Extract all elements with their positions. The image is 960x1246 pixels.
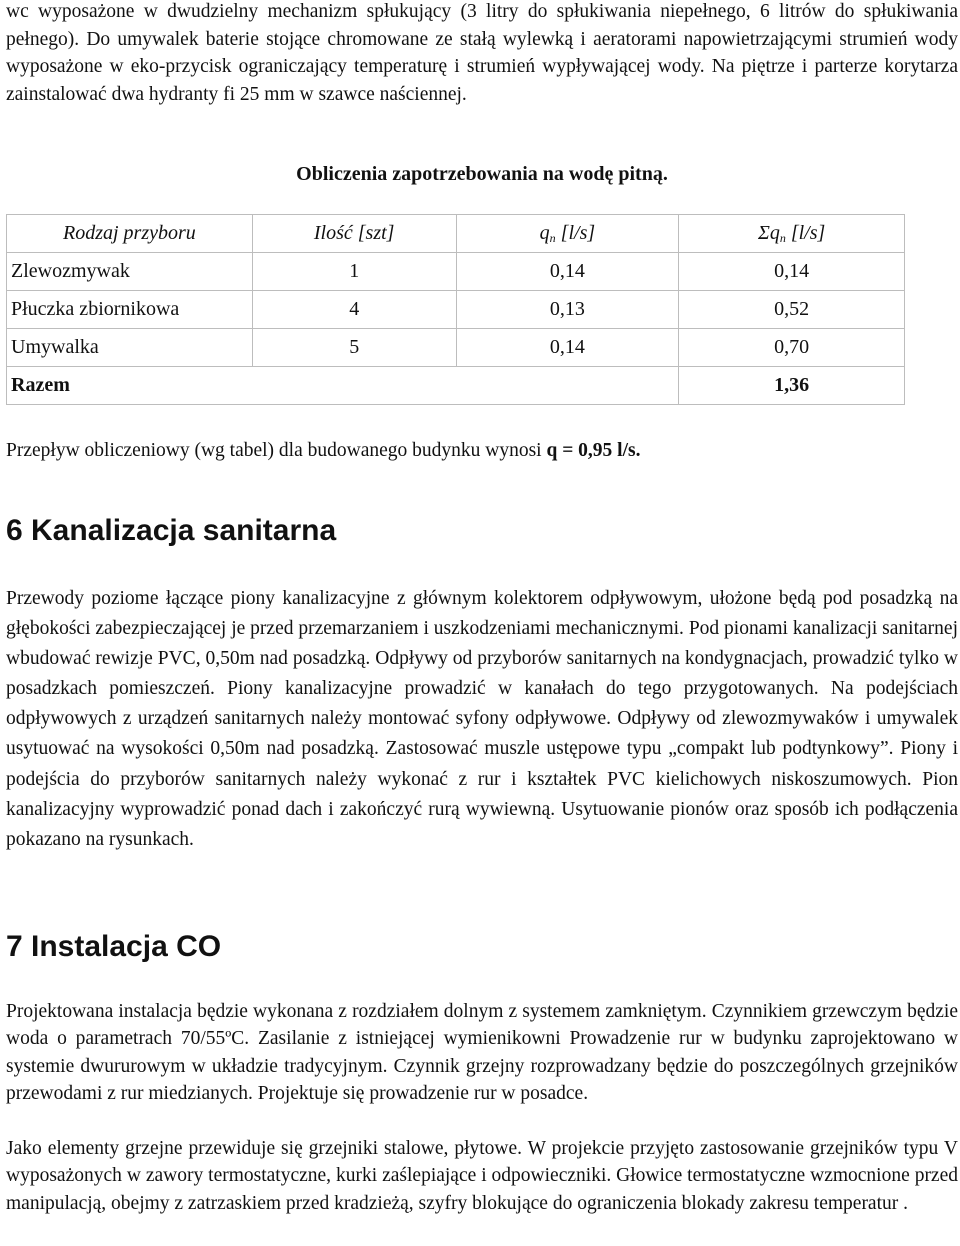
header-qn xyxy=(456,215,679,253)
row-sum: 0,52 xyxy=(679,291,905,329)
table-total-row xyxy=(7,367,905,405)
section-7-paragraph-1: Projektowana instalacja będzie wykonana z rozdziałem dolnym z systemem zamkniętym. Czynnikiem grzewczym będzie woda o parametrach 70/55ºC. Zasilanie z istniejącej wymienikowni Prowadzenie rur w budynku zaprojektowano w systemie dwururowym w układzie tradycyjnym. Czynnik grzejny rozprowadzany będzie do poszczególnych grzejników przewodami z rur miedzianych. Projektuje się prowadzenie rur w posadce. xyxy=(6,1001,958,1104)
table-header-row xyxy=(7,215,905,253)
row-name: Zlewozmywak xyxy=(7,253,253,291)
flow-note-value: q = 0,95 l/s. xyxy=(546,440,641,461)
header-type: Rodzaj przyboru xyxy=(7,215,253,253)
row-qn: 0,13 xyxy=(456,291,679,329)
total-value: 1,36 xyxy=(679,367,905,405)
row-name: Płuczka zbiornikowa xyxy=(7,291,253,329)
row-qty: 4 xyxy=(252,291,456,329)
header-sum-sub: n xyxy=(779,231,786,245)
header-qty: Ilość [szt] xyxy=(252,215,456,253)
row-sum: 0,14 xyxy=(679,253,905,291)
section-6-paragraph: Przewody poziome łączące piony kanalizacyjne z głównym kolektorem odpływowym, ułożone będą pod posadzką na głębokości zabezpieczającej je przed przemarzaniem i uszkodzeniami mechanicznymi. Pod pionami kanalizacji sanitarnej wbudować rewizje PVC, 0,50m nad posadzką. Odpływy od przyborów sanitarnych na kondygnacjach, prowadzić tylko w posadzkach pomieszczeń. Piony kanalizacyjne prowadzić w kanałach do tego przygotowanych. Na podejściach odpływowych z urządzeń sanitarnych należy montować syfony odpływowe. Odpływy od zlewozmywaków i umywalek usytuować na wysokości 0,50m nad posadzką. Zastosować muszle ustępowe typu „compakt lub podtynkowy”. Piony i podejścia do przyborów sanitarnych należy wykonać z rur i kształtek PVC kielichowych niskoszumowych. Pion kanalizacyjny wyprowadzić ponad dach i zakończyć rurą wywiewną. Usytuowanie pionów oraz sposób ich podłączenia pokazano na rysunkach. xyxy=(6,588,958,850)
intro-paragraph: wc wyposażone w dwudzielny mechanizm spłukujący (3 litry do spłukiwania niepełnego, 6 litrów do spłukiwania pełnego). Do umywalek baterie stojące chromowane ze stałą wylewką i aeratorami napowietrzającymi strumień wody wyposażone w eko-przycisk ograniczający temperaturę i strumień wypływającej wody. Na piętrze i parterze korytarza zainstalować dwa hydranty fi 25 mm w szawce naściennej. xyxy=(6,1,958,105)
flow-note-text: Przepływ obliczeniowy (wg tabel) dla budowanego budynku wynosi xyxy=(6,440,547,461)
flow-note xyxy=(6,437,640,465)
table-row xyxy=(7,253,905,291)
row-qn: 0,14 xyxy=(456,253,679,291)
header-qn-unit: [l/s] xyxy=(555,222,596,244)
header-sum-unit: [l/s] xyxy=(785,222,826,244)
header-qn-symbol: q xyxy=(539,222,550,244)
section-7-paragraph-2: Jako elementy grzejne przewiduje się grzejniki stalowe, płytowe. W projekcie przyjęto zastosowanie grzejników typu V wyposażonych w zawory termostatyczne, kurki zaślepiające i odpowieczniki. Głowice termostatyczne wzmocnione przed manipulacją, obejmy z zatrzaskiem przed kradzieżą, szyfry blokujące do ograniczenia blokady zakresu temperatur . xyxy=(6,1138,958,1214)
table-row xyxy=(7,291,905,329)
row-qn: 0,14 xyxy=(456,329,679,367)
row-sum: 0,70 xyxy=(679,329,905,367)
header-sum-symbol: Σq xyxy=(757,222,780,244)
water-demand-table xyxy=(6,214,905,405)
calc-heading: Obliczenia zapotrzebowania na wodę pitną. xyxy=(296,163,668,185)
header-sum xyxy=(679,215,905,253)
table-row xyxy=(7,329,905,367)
section-7-heading: 7 Instalacja CO xyxy=(6,930,222,963)
row-qty: 5 xyxy=(252,329,456,367)
header-qn-sub: n xyxy=(549,231,556,245)
row-name: Umywalka xyxy=(7,329,253,367)
row-qty: 1 xyxy=(252,253,456,291)
section-6-heading: 6 Kanalizacja sanitarna xyxy=(6,514,337,547)
total-label: Razem xyxy=(7,367,679,405)
